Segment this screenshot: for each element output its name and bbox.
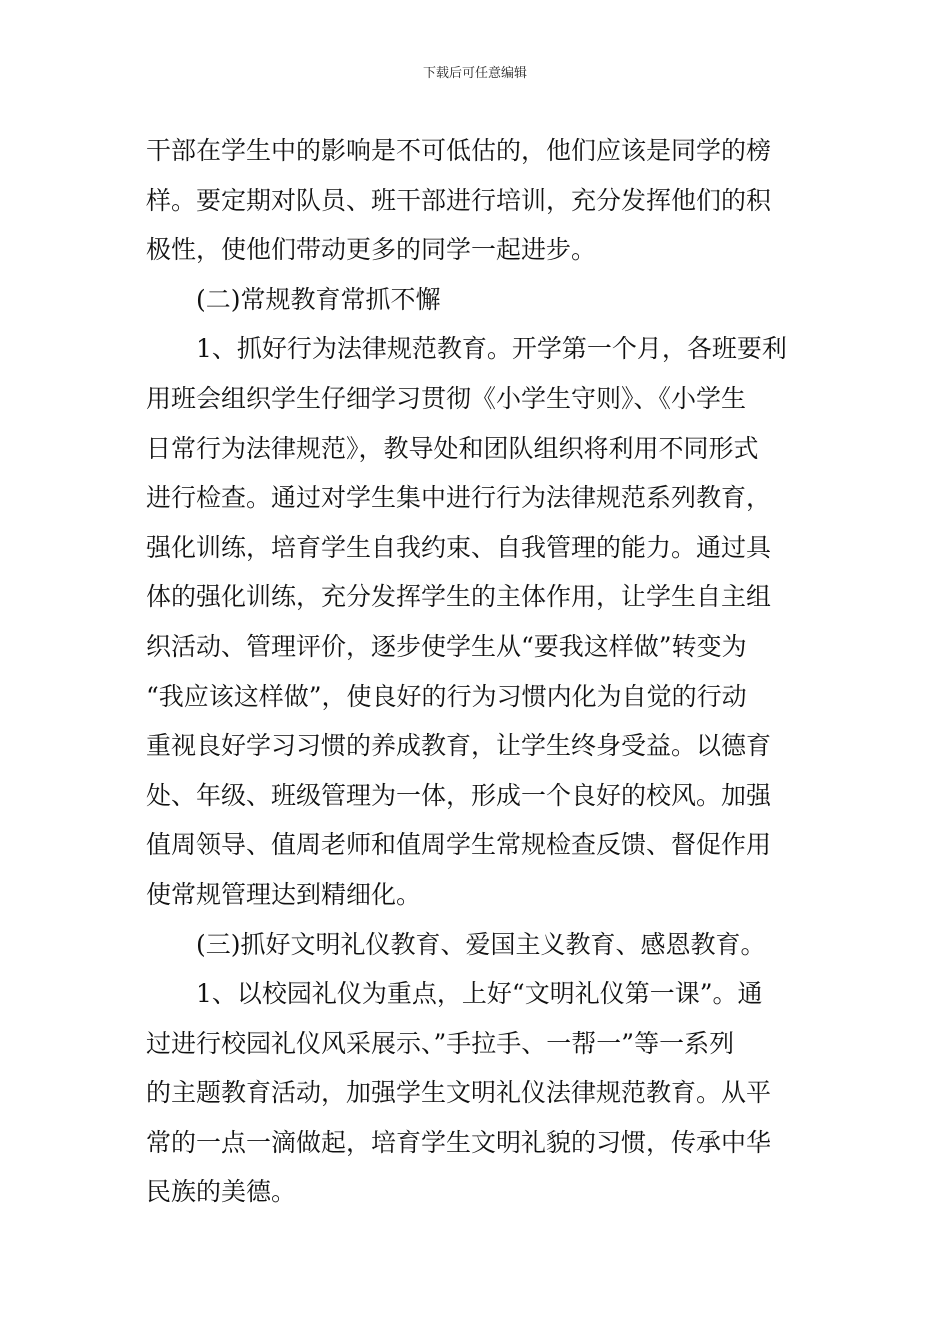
text-line: 的主题教育活动，加强学生文明礼仪法律规范教育。从平 bbox=[146, 1078, 772, 1108]
text-line: 极性，使他们带动更多的同学一起进步。 bbox=[146, 235, 597, 265]
text-line: 值周领导、值周老师和值周学生常规检查反馈、督促作用 bbox=[146, 830, 772, 860]
text-line: 强化训练，培育学生自我约束、自我管理的能力。通过具 bbox=[146, 532, 772, 562]
text-line: 进行检查。通过对学生集中进行行为法律规范系列教育， bbox=[146, 483, 772, 513]
text-line: 过进行校园礼仪风采展示、”手拉手、一帮一”等一系列 bbox=[146, 1028, 735, 1058]
text-line: 处、年级、班级管理为一体，形成一个良好的校风。加强 bbox=[146, 780, 772, 810]
text-line: 使常规管理达到精细化。 bbox=[146, 879, 422, 909]
text-line: 体的强化训练，充分发挥学生的主体作用，让学生自主组 bbox=[146, 582, 772, 612]
text-line: “我应该这样做”，使良好的行为习惯内化为自觉的行动 bbox=[146, 681, 747, 711]
text-line: 织活动、管理评价，逐步使学生从“要我这样做”转变为 bbox=[146, 631, 747, 661]
text-line: 1、抓好行为法律规范教育。开学第一个月，各班要利 bbox=[196, 334, 787, 364]
text-line: 样。要定期对队员、班干部进行培训，充分发挥他们的积 bbox=[146, 185, 772, 215]
text-line: 常的一点一滴做起，培育学生文明礼貌的习惯，传承中华 bbox=[146, 1127, 772, 1157]
text-line: (二)常规教育常抓不懈 bbox=[196, 284, 441, 314]
page-header: 下载后可任意编辑 bbox=[422, 66, 527, 81]
text-line: 重视良好学习习惯的养成教育，让学生终身受益。以德育 bbox=[146, 731, 772, 761]
text-line: 用班会组织学生仔细学习贯彻《小学生守则》、《小学生 bbox=[146, 383, 747, 413]
text-line: 1、以校园礼仪为重点，上好“文明礼仪第一课”。通 bbox=[196, 979, 763, 1009]
text-line: 干部在学生中的影响是不可低估的，他们应该是同学的榜 bbox=[146, 136, 772, 165]
text-line: 日常行为法律规范》，教导处和团队组织将利用不同形式 bbox=[146, 433, 759, 463]
text-line: (三)抓好文明礼仪教育、爱国主义教育、感恩教育。 bbox=[196, 929, 766, 959]
document-body bbox=[146, 126, 806, 1217]
text-line: 民族的美德。 bbox=[146, 1177, 297, 1207]
